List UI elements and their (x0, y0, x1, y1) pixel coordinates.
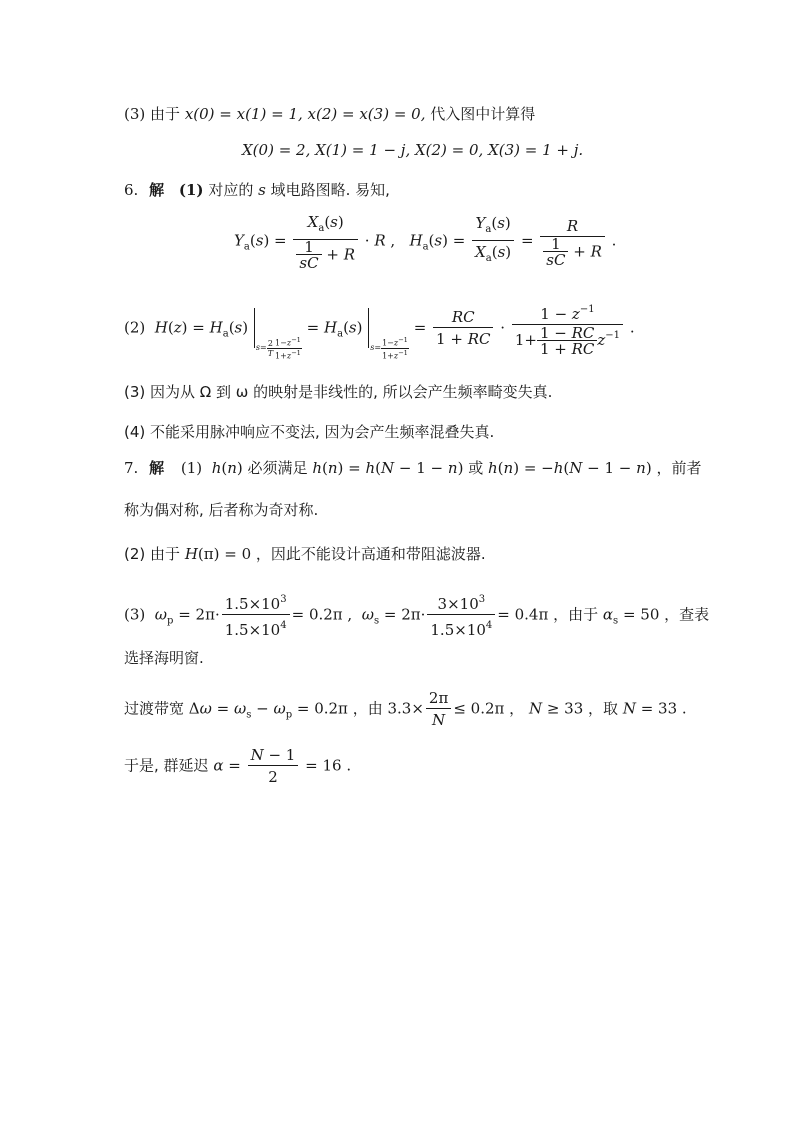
q7-delay: 于是, 群延迟 α = $\frac{N - 1}{2}$ = 16 . (124, 746, 352, 786)
p3-result (242, 138, 583, 162)
q6-number: 6. (124, 181, 139, 199)
q6-equation-1: $Y_a(s)$ = $X_a(s)$ $\frac{1}{sC}$ + R · R , $H_a(s)$ = $\frac{Y_a(s)}{X_a(s)}$ = R $\frac{1}{sC}$ + R . (234, 213, 617, 272)
q6-jie: 解 (149, 181, 165, 199)
q7-p3-label: (3) (124, 605, 146, 624)
q7-delay-pre: 于是, 群延迟 (124, 756, 209, 775)
q7-p3: (3) $\omega_p = 2\pi\cdot$ $\frac{1.5\times 10^3}{1.5\times 10^4}$ = 0.2π , $\omega_s = 2\pi\cdot$ $\frac{3\times 10^3}{1.5\times 10^4}$ = 0.4π ，由于 $\alpha_s = 50$ ，查表 (124, 590, 709, 641)
q7-delay-value: = 16 . (305, 756, 352, 775)
p3-result-text: X(0) = 2, X(1) = 1 − j, X(2) = 0, X(3) = 1 + j. (242, 141, 584, 159)
p3-text1: 由于 (150, 105, 181, 123)
q7-transition: 过渡带宽 $\Delta\omega = \omega_s - \omega_p = 0.2\pi$ ，由 3.3× $\frac{2\pi}{N}$ ≤ 0.2π ， N ≥ 33 ，取 N = 33 . (124, 689, 687, 729)
evaluation-bar (254, 308, 255, 348)
q6-p3: (3) 因为从 Ω 到 ω 的映射是非线性的, 所以会产生频率畸变失真. (124, 383, 553, 401)
q6-intro: 对应的 (208, 181, 254, 199)
q7-number: 7. (124, 459, 139, 477)
q6-equation-2: (2) $H(z) = H_a(s)$ s= $\frac{2}{T}$ $\frac{1-z^{-1}}{1+z^{-1}}$ = $H_a(s)$ s= $\frac{1-z^{-1}}{1+z^{-1}}$ = $\frac{RC}{1 + RC}$ · $1 - z^{-1}$ 1+ $\frac{1 - RC}{1 + RC}$ $z^{-1}$ . (124, 300, 635, 360)
q6-intro2: 域电路图略. 易知, (270, 181, 390, 199)
q6-header (124, 178, 390, 202)
p3-text2: 代入图中计算得 (430, 105, 536, 123)
q6-part1: (1) (178, 181, 204, 199)
q7-p2: (2) 由于 H(π) = 0 ，因此不能设计高通和带阻滤波器. (124, 545, 486, 563)
evaluation-bar (368, 308, 369, 348)
fraction: R $\frac{1}{sC}$ + R (540, 216, 605, 268)
q6-s: s (258, 181, 266, 199)
q7-trans-t4: ，取 (588, 699, 619, 718)
q7-p3-t2: ，查表 (664, 605, 710, 624)
q7-jie: 解 (149, 459, 165, 477)
q7-p2-post: ，因此不能设计高通和带阻滤波器. (255, 545, 486, 563)
q6-p2-label: (2) (124, 318, 146, 337)
p3-label: (3) (124, 105, 146, 123)
q7-t3: ，前者 (656, 459, 702, 477)
q7-trans-mid: ，由 (352, 699, 383, 718)
q7-trans-pre: 过渡带宽 (124, 699, 185, 718)
q7-line2: 称为偶对称, 后者称为奇对称. (124, 501, 319, 519)
q6-p4: (4) 不能采用脉冲响应不变法, 因为会产生频率混叠失真. (124, 423, 495, 441)
q7-t1: 必须满足 (247, 459, 308, 477)
q7-trans-t3: ， (509, 699, 525, 718)
q7-p2-pre: (2) 由于 (124, 545, 181, 563)
q7-p3-t1: ，由于 (553, 605, 599, 624)
p3-line (124, 102, 535, 126)
q7-p3-line2: 选择海明窗. (124, 649, 204, 667)
q7-part1: (1) (180, 459, 203, 477)
p3-condition: x(0) = x(1) = 1, x(2) = x(3) = 0, (184, 105, 426, 123)
fraction: $\frac{Y_a(s)}{X_a(s)}$ (472, 213, 514, 270)
q7-t2: 或 (468, 459, 484, 477)
fraction: $X_a(s)$ $\frac{1}{sC}$ + R (293, 212, 358, 271)
q7-header: 7. 解 (1) h(n) 必须满足 h(n) = h(N − 1 − n) 或 h(n) = −h(N − 1 − n) ，前者 (124, 459, 702, 477)
